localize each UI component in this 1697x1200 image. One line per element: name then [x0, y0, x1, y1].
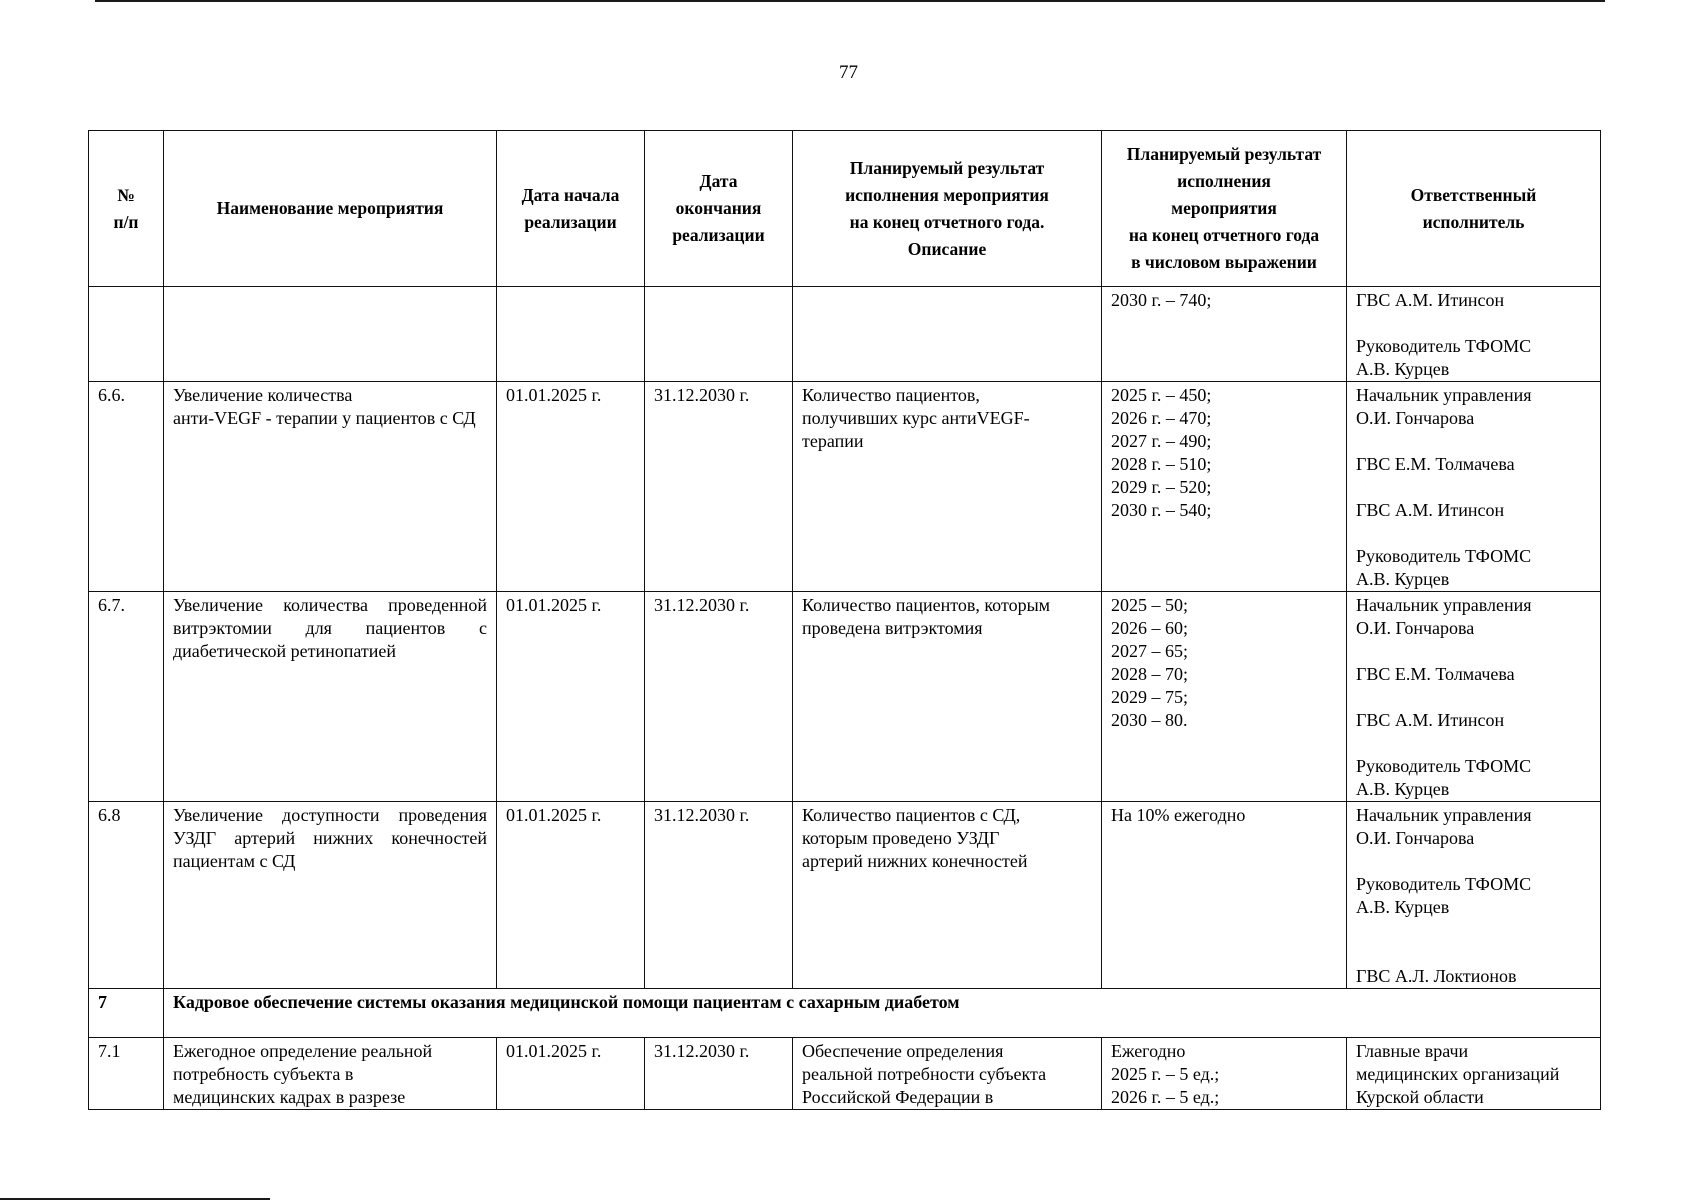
result-numeric: 2030 г. – 740; [1102, 287, 1347, 382]
result-numeric: Ежегодно 2025 г. – 5 ед.; 2026 г. – 5 ед.; [1102, 1038, 1347, 1110]
responsible-executor: ГВС А.М. Итинсон Руководитель ТФОМС А.В. Курцев [1347, 287, 1601, 382]
header-activity-name: Наименование мероприятия [164, 131, 497, 287]
table-row [89, 802, 1601, 989]
start-date [497, 287, 645, 382]
row-number: 6.7. [89, 592, 164, 802]
responsible-executor: Начальник управления О.И. Гончарова ГВС Е.М. Толмачева ГВС А.М. Итинсон Руководитель ТФОМС А.В. Курцев [1347, 382, 1601, 592]
activities-table [88, 130, 1601, 1110]
result-description: Количество пациентов, которым проведена витрэктомия [793, 592, 1102, 802]
section-number: 7 [89, 989, 164, 1038]
header-start-date: Дата начала реализации [497, 131, 645, 287]
top-border-rule [95, 0, 1605, 2]
header-end-date: Дата окончания реализации [645, 131, 793, 287]
section-title: Кадровое обеспечение системы оказания медицинской помощи пациентам с сахарным диабетом [164, 989, 1601, 1038]
start-date: 01.01.2025 г. [497, 592, 645, 802]
start-date: 01.01.2025 г. [497, 1038, 645, 1110]
result-numeric: 2025 г. – 450; 2026 г. – 470; 2027 г. – 490; 2028 г. – 510; 2029 г. – 520; 2030 г. – 540; [1102, 382, 1347, 592]
activity-name: Увеличение количества проведенной витрэктомии для пациентов с диабетической ретинопатией [164, 592, 497, 802]
result-numeric: На 10% ежегодно [1102, 802, 1347, 989]
activity-name: Увеличение доступности проведения УЗДГ артерий нижних конечностей пациентам с СД [164, 802, 497, 989]
header-responsible: Ответственный исполнитель [1347, 131, 1601, 287]
header-number: № п/п [89, 131, 164, 287]
responsible-executor: Главные врачи медицинских организаций Курской области [1347, 1038, 1601, 1110]
activity-name: Увеличение количества анти-VEGF - терапии у пациентов с СД [164, 382, 497, 592]
result-description: Обеспечение определения реальной потребности субъекта Российской Федерации в [793, 1038, 1102, 1110]
table-row [89, 382, 1601, 592]
table-row [89, 1038, 1601, 1110]
result-description: Количество пациентов с СД, которым проведено УЗДГ артерий нижних конечностей [793, 802, 1102, 989]
result-description [793, 287, 1102, 382]
section-row [89, 989, 1601, 1038]
row-number: 6.6. [89, 382, 164, 592]
header-result-numeric: Планируемый результат исполнения мероприятия на конец отчетного года в числовом выражении [1102, 131, 1347, 287]
table-row [89, 287, 1601, 382]
end-date [645, 287, 793, 382]
responsible-executor: Начальник управления О.И. Гончарова ГВС Е.М. Толмачева ГВС А.М. Итинсон Руководитель ТФОМС А.В. Курцев [1347, 592, 1601, 802]
activity-name [164, 287, 497, 382]
activity-name: Ежегодное определение реальной потребность субъекта в медицинских кадрах в разрезе [164, 1038, 497, 1110]
row-number: 6.8 [89, 802, 164, 989]
header-result-description: Планируемый результат исполнения мероприятия на конец отчетного года. Описание [793, 131, 1102, 287]
end-date: 31.12.2030 г. [645, 592, 793, 802]
page-number: 77 [839, 62, 858, 83]
row-number: 7.1 [89, 1038, 164, 1110]
table-header-row [89, 131, 1601, 287]
start-date: 01.01.2025 г. [497, 382, 645, 592]
row-number [89, 287, 164, 382]
start-date: 01.01.2025 г. [497, 802, 645, 989]
responsible-executor: Начальник управления О.И. Гончарова Руководитель ТФОМС А.В. Курцев ГВС А.Л. Локтионов [1347, 802, 1601, 989]
table-row [89, 592, 1601, 802]
end-date: 31.12.2030 г. [645, 382, 793, 592]
end-date: 31.12.2030 г. [645, 802, 793, 989]
result-description: Количество пациентов, получивших курс антиVEGF- терапии [793, 382, 1102, 592]
result-numeric: 2025 – 50; 2026 – 60; 2027 – 65; 2028 – 70; 2029 – 75; 2030 – 80. [1102, 592, 1347, 802]
end-date: 31.12.2030 г. [645, 1038, 793, 1110]
